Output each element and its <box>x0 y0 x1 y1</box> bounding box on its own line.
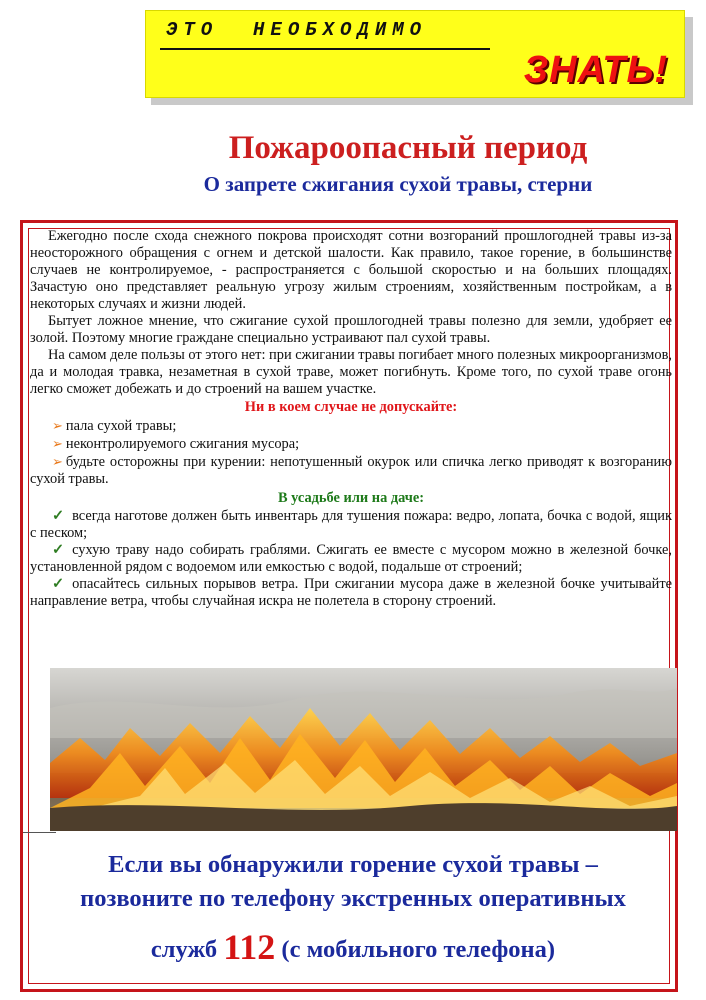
banner-big-text: ЗНАТЬ! <box>523 49 668 91</box>
list-item-text: будьте осторожны при курении: непотушенный окурок или спичка легко приводят к возгоранию сухой травы. <box>30 454 672 487</box>
list-item <box>30 542 672 576</box>
list-item-text: пала сухой травы; <box>65 418 177 434</box>
header-banner <box>145 10 685 98</box>
arrow-bullet-icon: ➢ <box>52 436 63 451</box>
arrow-bullet-icon: ➢ <box>52 454 63 469</box>
paragraph: На самом деле пользы от этого нет: при сжигании травы погибает много полезных микроорганизмов, да и молодая травка, незаметная в сухой траве, может погибнуть. Кроме того, по сухой траве огонь легко сможет добежать и до строений на вашем участке. <box>30 347 672 397</box>
arrow-bullet-icon: ➢ <box>52 418 63 433</box>
divider-line <box>23 832 56 833</box>
prohibited-list <box>30 417 672 488</box>
checkmark-icon: ✓ <box>52 508 65 524</box>
dacha-heading: В усадьбе или на даче: <box>277 490 425 506</box>
cta-text: (с мобильного телефона) <box>281 936 556 963</box>
checkmark-icon: ✓ <box>52 542 65 558</box>
cta-line: Если вы обнаружили горение сухой травы – <box>108 851 598 878</box>
checkmark-icon: ✓ <box>52 576 65 592</box>
dacha-list <box>30 508 672 610</box>
list-item <box>30 417 672 435</box>
banner-top-text: ЭТО НЕОБХОДИМО <box>166 19 428 41</box>
cta-text: служб <box>150 936 218 963</box>
page-title: Пожароопасный период <box>228 130 588 166</box>
cta-line <box>30 927 676 967</box>
list-item-text: всегда наготове должен быть инвентарь для тушения пожара: ведро, лопата, бочка с водой, ящик с песком; <box>30 508 672 541</box>
grass-fire-photo <box>50 668 677 831</box>
prohibited-heading: Ни в коем случае не допускайте: <box>244 399 458 415</box>
paragraph: Бытует ложное мнение, что сжигание сухой прошлогодней травы полезно для земли, удобряет ее золой. Поэтому многие граждане специально устраивают пал сухой травы. <box>30 313 672 346</box>
list-item <box>30 576 672 610</box>
list-item-text: сухую траву надо собирать граблями. Сжигать ее вместе с мусором можно в железной бочке, установленной рядом с водоемом или емкостью с водой, подальше от строений; <box>30 542 672 575</box>
emergency-number: 112 <box>223 927 276 967</box>
content-body <box>30 228 672 610</box>
list-item <box>30 453 672 488</box>
list-item <box>30 508 672 542</box>
banner-underline <box>160 48 490 50</box>
grass-fire-illustration <box>50 668 677 831</box>
paragraph: Ежегодно после схода снежного покрова происходят сотни возгораний прошлогодней травы из-за неосторожного обращения с огнем и детской шалости. Как правило, такое горение, в большинстве случаев не контролируемое, - распространяется с большой скоростью и на больших площадях. Зачастую оно представляет реальную угрозу жилым строениям, хозяйственным постройкам, а в некоторых случаях и жизни людей. <box>30 228 672 312</box>
list-item <box>30 435 672 453</box>
list-item-text: опасайтесь сильных порывов ветра. При сжигании мусора даже в железной бочке учитывайте направление ветра, чтобы случайная искра не полетела в сторону строений. <box>30 576 672 609</box>
list-item-text: неконтролируемого сжигания мусора; <box>65 436 300 452</box>
cta-line: позвоните по телефону экстренных оперативных <box>80 885 626 912</box>
page-subtitle: О запрете сжигания сухой травы, стерни <box>203 172 593 196</box>
emergency-call-footer <box>30 848 676 967</box>
